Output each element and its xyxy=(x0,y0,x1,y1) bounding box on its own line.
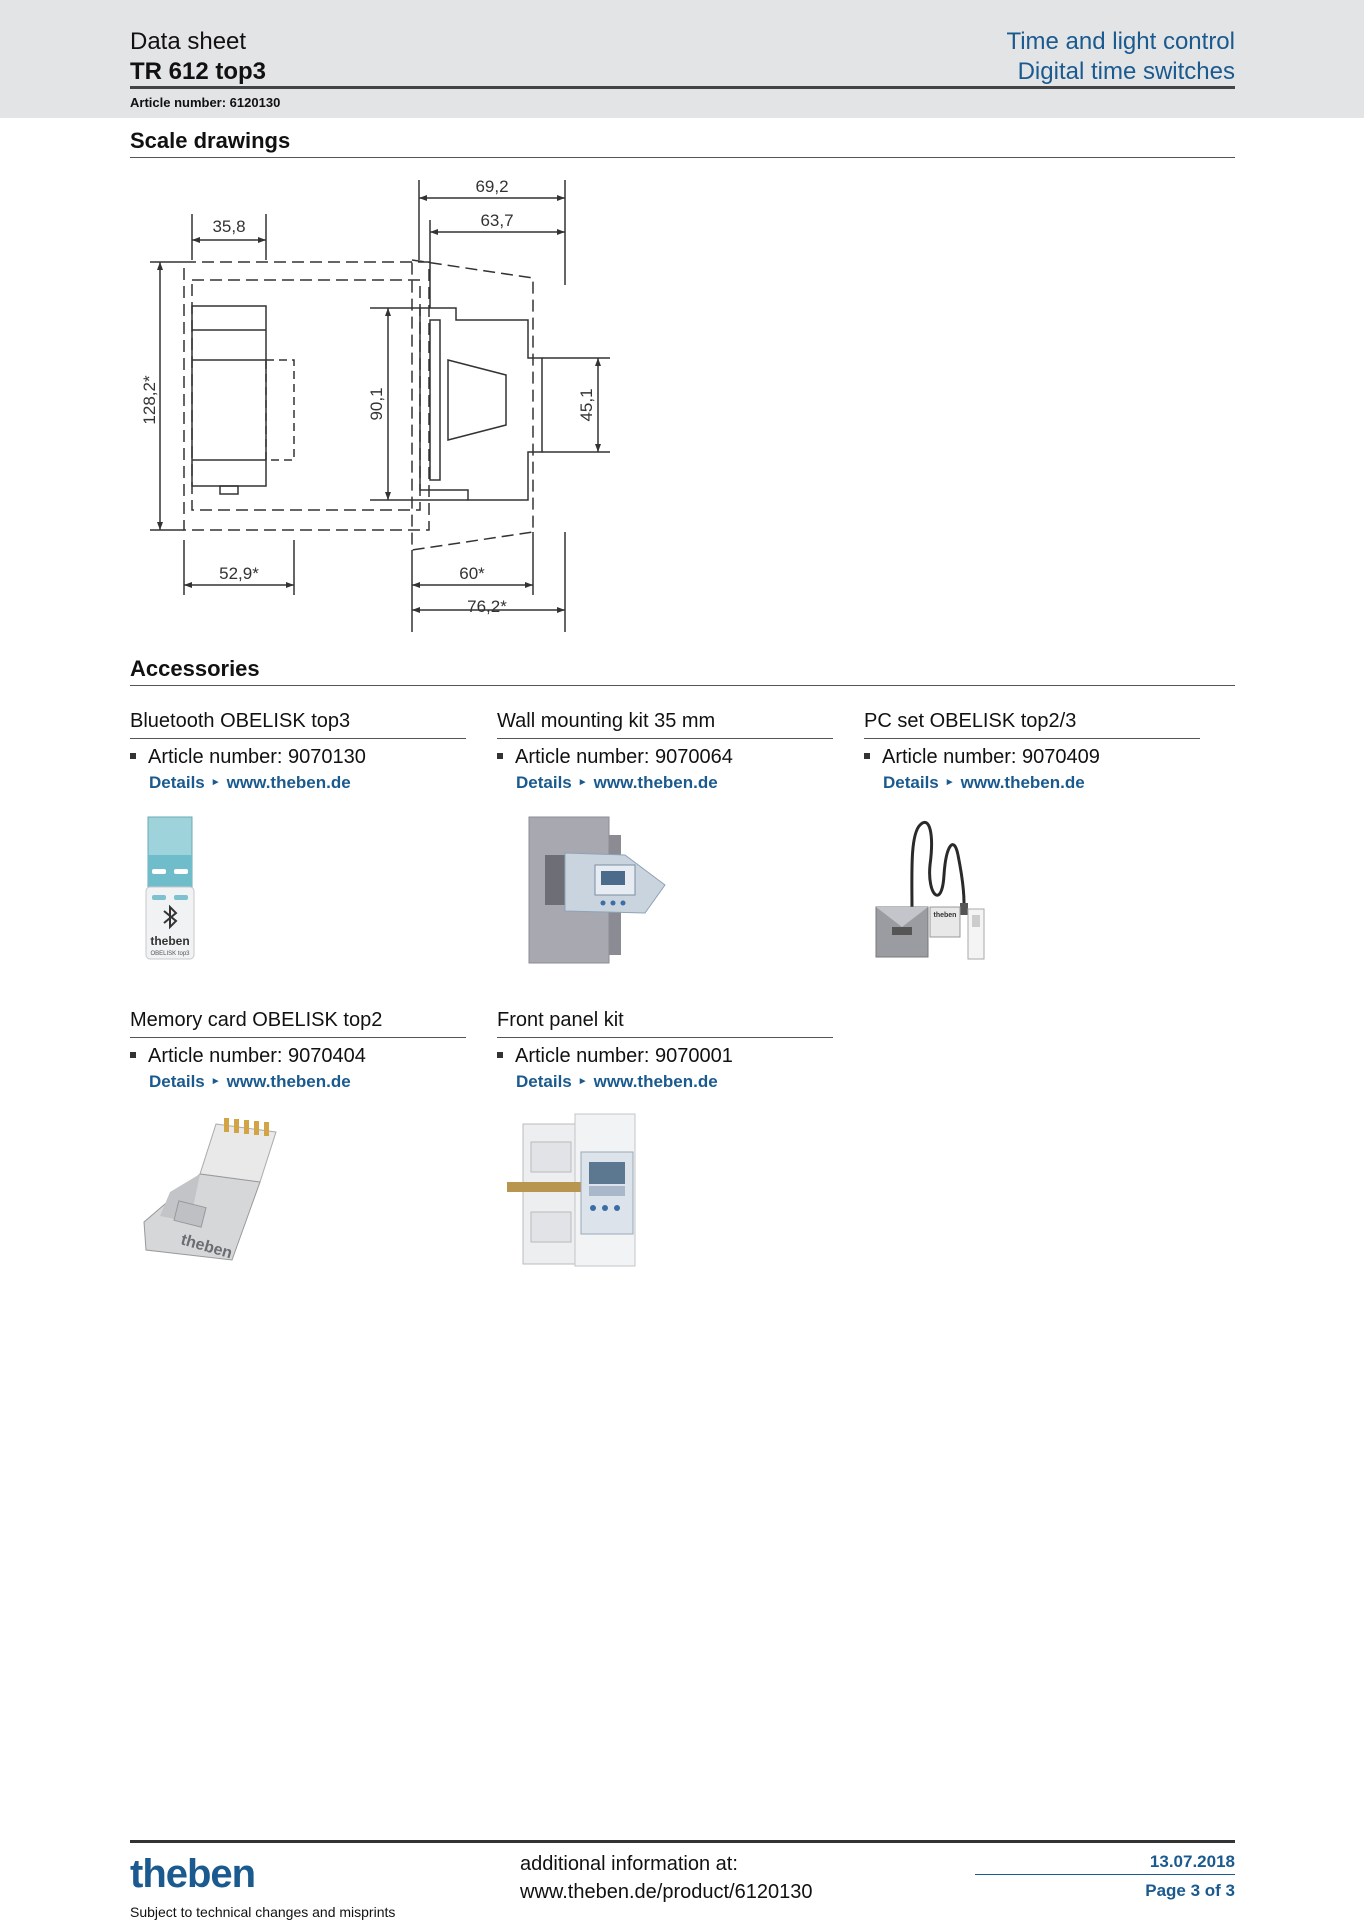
triangle-right-icon: ► xyxy=(944,777,955,788)
memory-card-image xyxy=(140,1112,280,1262)
theben-logo: theben xyxy=(130,1852,256,1896)
accessories-divider xyxy=(130,685,1235,686)
accessory-name: PC set OBELISK top2/3 xyxy=(864,710,1077,732)
triangle-right-icon: ► xyxy=(210,1076,221,1087)
accessory-article: Article number: 9070001 xyxy=(497,1045,833,1068)
dim-side-width-top: 69,2 xyxy=(475,177,509,196)
accessory-name: Wall mounting kit 35 mm xyxy=(497,710,716,732)
accessory-divider xyxy=(864,738,1200,739)
accessory-name: Memory card OBELISK top2 xyxy=(130,1009,383,1031)
product-model: TR 612 top3 xyxy=(130,58,267,85)
bluetooth-stick-image xyxy=(140,815,200,961)
dim-side-width-top2: 63,7 xyxy=(480,211,514,230)
accessory-article: Article number: 9070064 xyxy=(497,746,833,769)
accessory-item-bluetooth xyxy=(130,710,466,793)
details-link[interactable]: Details xyxy=(149,773,205,792)
scale-drawing xyxy=(130,170,650,640)
footer-page-number: Page 3 of 3 xyxy=(1145,1881,1235,1900)
details-link[interactable]: Details xyxy=(149,1072,205,1091)
footer-product-url[interactable]: www.theben.de/product/6120130 xyxy=(520,1881,813,1903)
footer-date: 13.07.2018 xyxy=(1149,1852,1235,1871)
header-article-number: Article number: 6120130 xyxy=(130,95,281,110)
details-link[interactable]: Details xyxy=(516,773,572,792)
dim-front-width-top: 35,8 xyxy=(212,217,246,236)
accessory-name: Front panel kit xyxy=(497,1009,624,1031)
accessory-links xyxy=(516,1072,833,1092)
accessory-links xyxy=(883,773,1200,793)
accessory-article: Article number: 9070404 xyxy=(130,1045,466,1068)
website-link[interactable]: www.theben.de xyxy=(226,1072,351,1091)
accessory-divider xyxy=(130,1037,466,1038)
dim-front-height: 128,2* xyxy=(140,375,159,425)
accessory-divider xyxy=(497,738,833,739)
website-link[interactable]: www.theben.de xyxy=(593,773,718,792)
accessories-title: Accessories xyxy=(130,656,260,681)
bullet-icon xyxy=(864,753,870,759)
footer-disclaimer: Subject to technical changes and misprints xyxy=(130,1904,396,1920)
front-panel-kit-image xyxy=(505,1112,655,1272)
accessory-article: Article number: 9070409 xyxy=(864,746,1200,769)
footer-date-divider xyxy=(975,1874,1235,1875)
accessory-name: Bluetooth OBELISK top3 xyxy=(130,710,351,732)
dim-side-width-bottom: 60* xyxy=(459,564,485,583)
details-link[interactable]: Details xyxy=(883,773,939,792)
accessory-divider xyxy=(497,1037,833,1038)
pc-set-cable-image xyxy=(872,815,992,965)
product-category: Time and light control xyxy=(1006,28,1235,55)
product-subcategory: Digital time switches xyxy=(1017,58,1235,85)
footer-info-label: additional information at: xyxy=(520,1853,738,1875)
dim-side-height: 90,1 xyxy=(367,387,386,421)
accessory-links xyxy=(149,773,466,793)
dim-side-width-bottom2: 76,2* xyxy=(467,597,507,616)
stick-brand: theben xyxy=(150,934,190,948)
details-link[interactable]: Details xyxy=(516,1072,572,1091)
accessory-divider xyxy=(130,738,466,739)
pc-set-brand: theben xyxy=(933,912,957,919)
dim-front-width-bottom: 52,9* xyxy=(219,564,259,583)
document-type: Data sheet xyxy=(130,28,247,55)
website-link[interactable]: www.theben.de xyxy=(593,1072,718,1091)
scale-drawings-divider xyxy=(130,157,1235,158)
dim-side-rail-height: 45,1 xyxy=(577,388,596,422)
footer-info xyxy=(520,1850,812,1906)
stick-caption: OBELISK top3 xyxy=(150,951,190,957)
website-link[interactable]: www.theben.de xyxy=(960,773,1085,792)
accessory-item-front-panel xyxy=(497,1009,833,1092)
triangle-right-icon: ► xyxy=(577,1076,588,1087)
accessory-item-wall-mount xyxy=(497,710,833,793)
accessory-item-pc-set xyxy=(864,710,1200,793)
bullet-icon xyxy=(130,753,136,759)
accessory-item-memory-card xyxy=(130,1009,466,1092)
accessory-links xyxy=(516,773,833,793)
triangle-right-icon: ► xyxy=(577,777,588,788)
wall-mount-kit-image xyxy=(525,815,675,965)
triangle-right-icon: ► xyxy=(210,777,221,788)
scale-drawings-title: Scale drawings xyxy=(130,128,291,153)
bullet-icon xyxy=(130,1052,136,1058)
card-brand: theben xyxy=(178,1231,235,1262)
footer-divider xyxy=(130,1840,1235,1843)
accessory-article: Article number: 9070130 xyxy=(130,746,466,769)
accessory-links xyxy=(149,1072,466,1092)
website-link[interactable]: www.theben.de xyxy=(226,773,351,792)
header-divider xyxy=(130,86,1235,89)
bullet-icon xyxy=(497,753,503,759)
bullet-icon xyxy=(497,1052,503,1058)
